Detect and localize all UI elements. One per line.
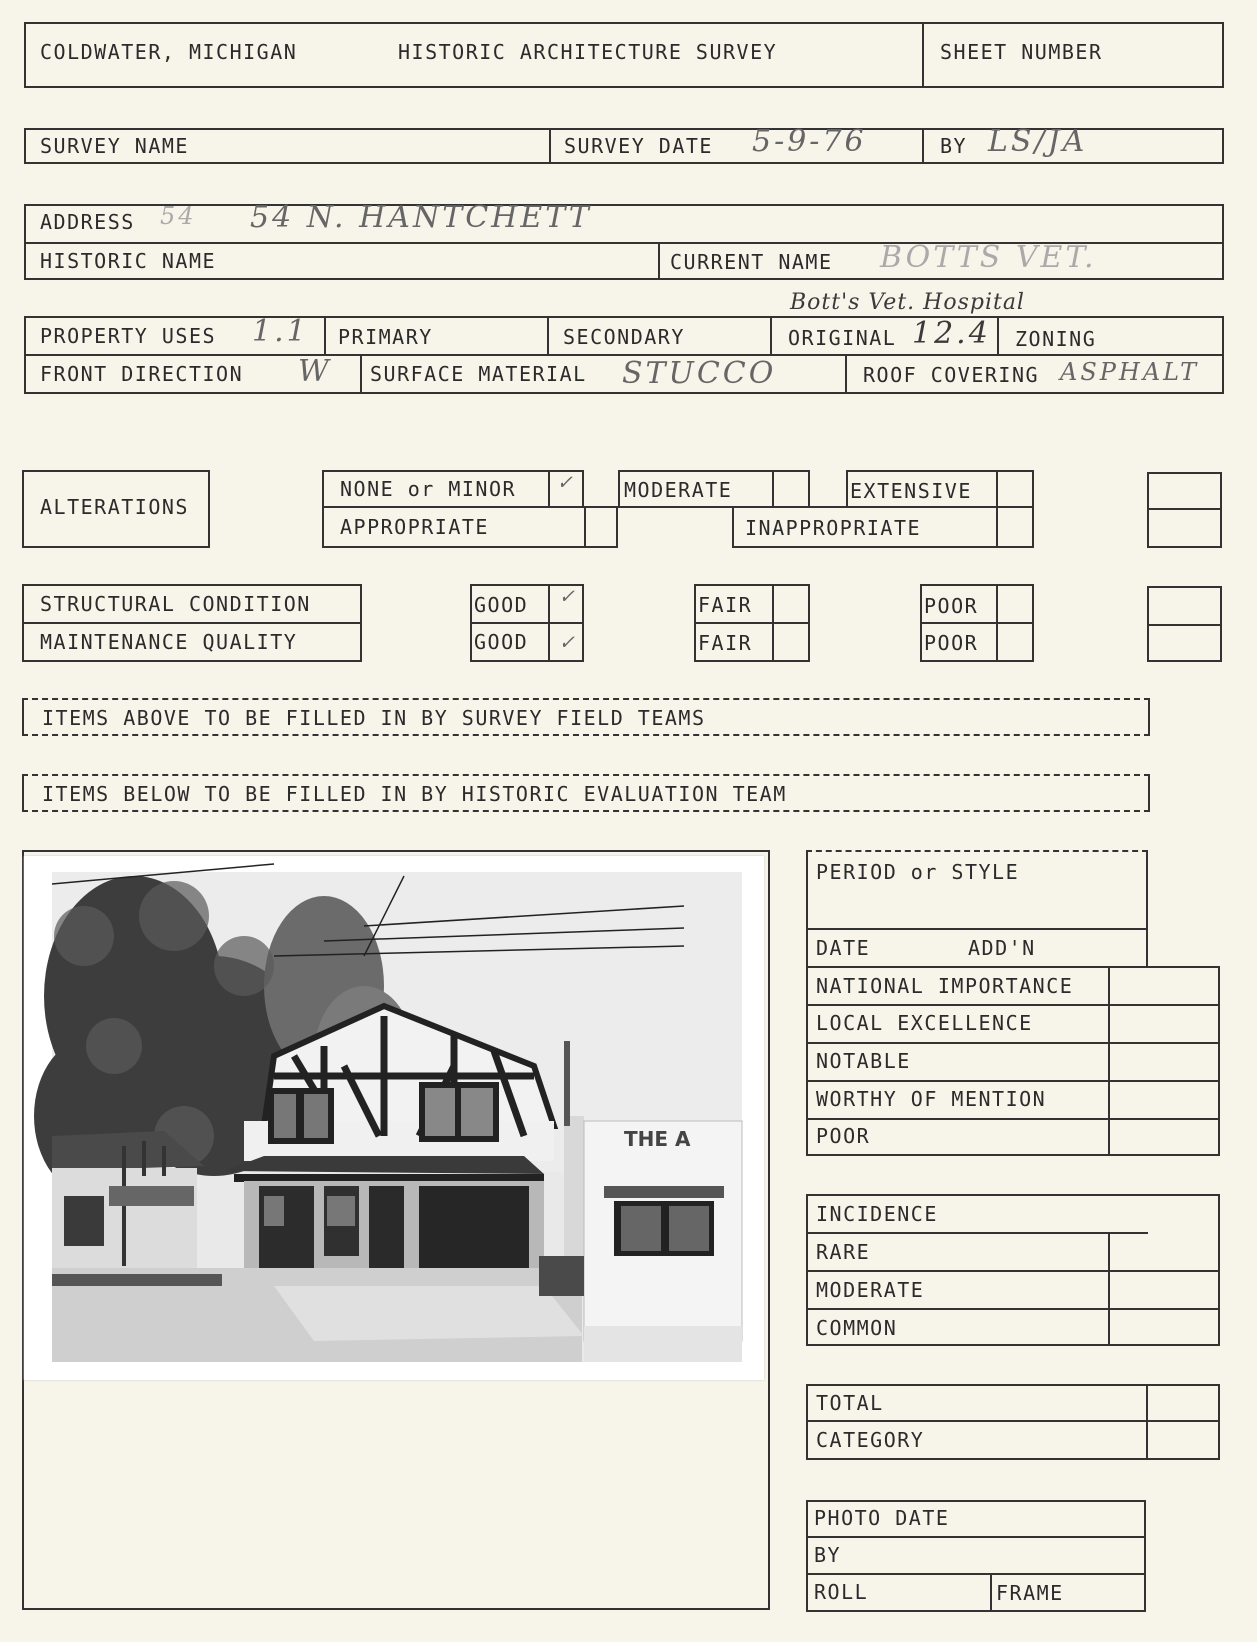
photo-image [24,856,764,1380]
structural-condition-label: STRUCTURAL CONDITION [40,592,311,616]
good-div-h [470,622,584,624]
historic-name-label: HISTORIC NAME [40,249,217,273]
alt-inappropriate-label: INAPPROPRIATE [745,516,922,540]
alt-appropriate-label: APPROPRIATE [340,515,489,539]
prop-div-6 [845,354,847,394]
original-label: ORIGINAL [788,326,897,350]
photo-info-col-div [990,1573,992,1612]
current-name-value[interactable]: BOTTS VET. [880,240,1097,275]
local-excellence-label: LOCAL EXCELLENCE [816,1011,1033,1035]
prop-div-5 [360,354,362,394]
building-photo [24,856,764,1380]
total-col-div [1146,1384,1148,1460]
original-value[interactable]: 12.4 [912,316,991,351]
date-label: DATE [816,936,871,960]
fair-div-v [772,584,774,662]
address-label: ADDRESS [40,210,135,234]
surface-material-value[interactable]: STUCCO [622,356,777,391]
alt-moderate-label: MODERATE [624,478,733,502]
front-direction-value[interactable]: W [298,354,332,389]
worthy-of-mention-label: WORTHY OF MENTION [816,1087,1047,1111]
current-name-label: CURRENT NAME [670,250,833,274]
alt-none-div [548,470,550,508]
maintenance-fair-label: FAIR [698,631,753,655]
good-div-v [548,584,550,662]
original-note: Bott's Vet. Hospital [790,290,1025,315]
survey-divider-1 [549,128,551,164]
city-label: COLDWATER, MICHIGAN [40,40,298,64]
survey-by-label: BY [940,134,968,158]
common-label: COMMON [816,1316,898,1340]
prop-div-3 [770,316,772,354]
alt-extensive-label: EXTENSIVE [850,479,972,503]
survey-name-label: SURVEY NAME [40,134,189,158]
alt-ext-div [996,470,998,508]
prop-div-4 [997,316,999,354]
surface-material-label: SURFACE MATERIAL [370,362,587,386]
period-div [806,928,1148,930]
header-divider [922,22,924,88]
rare-label: RARE [816,1240,871,1264]
maintenance-good-check-icon[interactable]: ✓ [560,630,574,655]
survey-date-value[interactable]: 5-9-76 [752,124,867,159]
inc-row-3 [806,1308,1220,1310]
frame-label: FRAME [996,1581,1064,1605]
alt-score-box [1147,472,1222,548]
roof-covering-value[interactable]: ASPHALT [1060,358,1200,386]
primary-label: PRIMARY [338,325,433,349]
survey-date-label: SURVEY DATE [564,134,713,158]
incidence-label: INCIDENCE [816,1202,938,1226]
address-value[interactable]: 54 N. HANTCHETT [250,200,592,235]
category-label: CATEGORY [816,1428,925,1452]
condition-score-div [1147,624,1222,626]
address-faint-value: 54 [160,202,197,230]
structural-poor-label: POOR [924,594,979,618]
incidence-col-div [1108,1232,1110,1346]
photo-info-row-2 [806,1573,1146,1575]
items-above-note: ITEMS ABOVE TO BE FILLED IN BY SURVEY FIELD TEAMS [42,706,706,730]
notable-label: NOTABLE [816,1049,911,1073]
imp-row-4 [806,1118,1220,1120]
secondary-label: SECONDARY [563,325,685,349]
sheet-number-label: SHEET NUMBER [940,40,1103,64]
total-label: TOTAL [816,1391,884,1415]
roof-covering-label: ROOF COVERING [863,363,1040,387]
structural-good-check-icon[interactable]: ✓ [560,584,574,609]
zoning-label: ZONING [1015,327,1097,351]
alt-inapp-div [996,506,998,548]
inc-row-2 [806,1270,1220,1272]
addn-label: ADD'N [968,936,1036,960]
alt-none-check-icon[interactable]: ✓ [558,470,572,495]
prop-div-2 [547,316,549,354]
survey-title: HISTORIC ARCHITECTURE SURVEY [398,40,778,64]
eval-poor-label: POOR [816,1124,871,1148]
maintenance-poor-label: POOR [924,631,979,655]
maintenance-good-label: GOOD [474,630,529,654]
items-below-note: ITEMS BELOW TO BE FILLED IN BY HISTORIC EVALUATION TEAM [42,782,787,806]
period-style-label: PERIOD or STYLE [816,860,1020,884]
current-name-divider [658,242,660,280]
property-uses-label: PROPERTY USES [40,324,217,348]
alterations-label: ALTERATIONS [40,495,189,519]
survey-divider-2 [922,128,924,164]
photo-sign-text: THE A [624,1127,691,1151]
property-uses-value[interactable]: 1.1 [252,314,309,349]
survey-by-value[interactable]: LS/JA [988,124,1088,159]
condition-label-div [22,622,362,624]
photo-date-label: PHOTO DATE [814,1506,950,1530]
photo-by-label: BY [814,1543,842,1567]
imp-row-3 [806,1080,1220,1082]
structural-good-label: GOOD [474,593,529,617]
national-importance-label: NATIONAL IMPORTANCE [816,974,1074,998]
imp-row-2 [806,1042,1220,1044]
poor-div-h [920,622,1034,624]
inc-row-1 [806,1232,1148,1234]
incidence-moderate-label: MODERATE [816,1278,925,1302]
photo-info-row-1 [806,1536,1146,1538]
fair-div-h [694,622,810,624]
total-row-div [806,1420,1220,1422]
roll-label: ROLL [814,1580,869,1604]
structural-fair-label: FAIR [698,593,753,617]
imp-row-1 [806,1004,1220,1006]
importance-col-div [1108,966,1110,1156]
front-direction-label: FRONT DIRECTION [40,362,244,386]
poor-div-v [996,584,998,662]
alt-app-div [584,506,586,548]
maintenance-quality-label: MAINTENANCE QUALITY [40,630,298,654]
alt-mod-div [772,470,774,508]
prop-div-1 [324,316,326,354]
alt-score-div [1147,508,1222,510]
alt-none-minor-label: NONE or MINOR [340,477,517,501]
survey-divider-end [1222,128,1224,164]
